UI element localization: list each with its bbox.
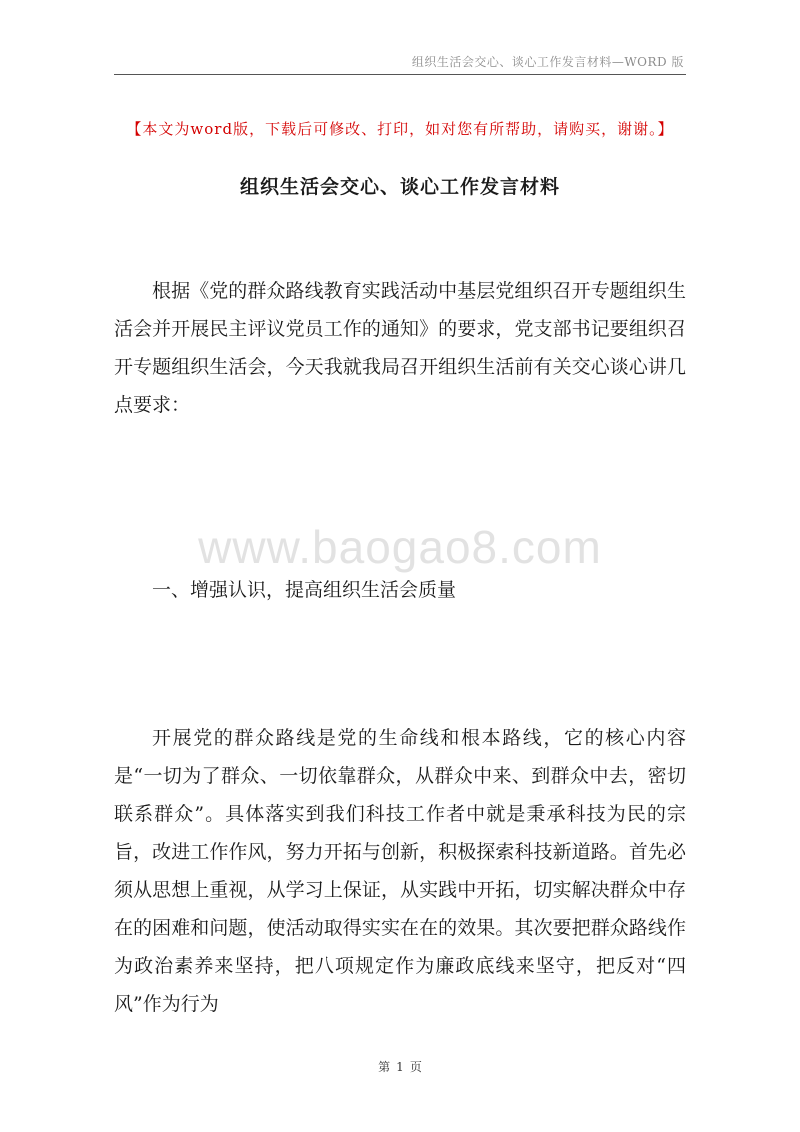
page-number: 1: [396, 1060, 404, 1074]
page-label-prefix: 第: [378, 1060, 391, 1074]
running-header-title: 组织生活会交心、谈心工作发言材料—WORD 版: [411, 55, 684, 69]
page-footer: [0, 1058, 800, 1075]
download-notice: 【本文为word版，下载后可修改、打印，如对您有所帮助，请购买，谢谢。】: [126, 120, 674, 138]
document-title: 组织生活会交心、谈心工作发言材料: [239, 176, 560, 198]
paragraph-intro: 根据《党的群众路线教育实践活动中基层党组织召开专题组织生活会并开展民主评议党员工作的通知》的要求，党支部书记要组织召开专题组织生活会，今天我就我局召开组织生活前有关交心谈心讲几点要求：: [114, 280, 686, 416]
section-heading-1: 一、增强认识，提高组织生活会质量: [152, 579, 457, 601]
header-divider: [114, 74, 686, 75]
paragraph-body-1: 开展党的群众路线是党的生命线和根本路线，它的核心内容是“一切为了群众、一切依靠群众，从群众中来、到群众中去，密切联系群众”。具体落实到我们科技工作者中就是秉承科技为民的宗旨，改进工作作风，努力开拓与创新，积极探索科技新道路。首先必须从思想上重视，从学习上保证，从实践中开拓，切实解决群众中存在的困难和问题，使活动取得实实在在的效果。其次要把群众路线作为政治素养来坚持，把八项规定作为廉政底线来坚守，把反对“四风”作为行为: [114, 727, 686, 1015]
page-label-suffix: 页: [409, 1060, 422, 1074]
site-watermark: www.baogao8.com: [198, 521, 602, 573]
